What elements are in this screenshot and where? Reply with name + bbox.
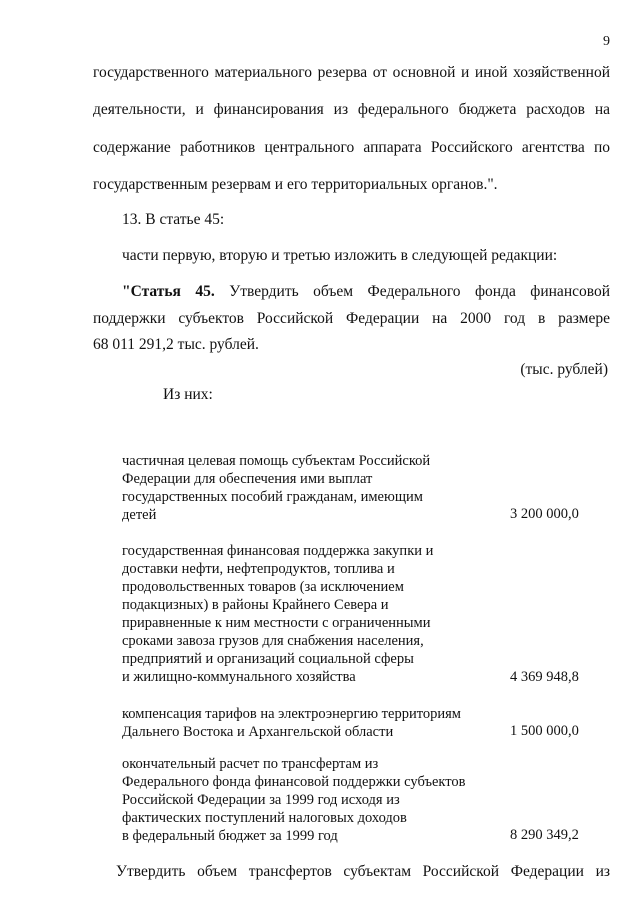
item-line: окончательный расчет по трансфертам из — [122, 756, 379, 772]
article-heading: "Статья 45. — [122, 283, 215, 300]
article-text: Утвердить объем Федерального фонда финансовой — [229, 283, 610, 300]
article-45-line-2: поддержки субъектов Российской Федерации на 2000 год в размере — [93, 310, 610, 327]
list-item — [122, 755, 502, 845]
page-number: 9 — [603, 34, 610, 49]
paragraph-line: содержание работников центрального аппарата Российского агентства по — [93, 139, 610, 156]
item-line: Дальнего Востока и Архангельской области — [122, 724, 394, 740]
section-13-heading: 13. В статье 45: — [122, 211, 225, 228]
item-amount: 3 200 000,0 — [510, 506, 579, 522]
item-line: компенсация тарифов на электроэнергию территориям — [122, 706, 461, 722]
paragraph-line: деятельности, и финансирования из федерального бюджета расходов на — [93, 101, 610, 118]
paragraph-line: государственного материального резерва от основной и иной хозяйственной — [93, 64, 610, 81]
item-line: государственных пособий гражданам, имеющим — [122, 489, 423, 505]
paragraph-line: государственным резервам и его территориальных органов.". — [93, 176, 498, 193]
item-line: предприятий и организаций социальной сферы — [122, 651, 414, 667]
amendment-intro: части первую, вторую и третью изложить в следующей редакции: — [122, 247, 558, 264]
item-line: детей — [122, 507, 157, 523]
item-line: сроками завоза грузов для снабжения населения, — [122, 633, 424, 649]
item-amount: 1 500 000,0 — [510, 723, 579, 739]
item-line: фактических поступлений налоговых доходов — [122, 810, 407, 826]
item-line: доставки нефти, нефтепродуктов, топлива и — [122, 561, 395, 577]
item-line: продовольственных товаров (за исключением — [122, 579, 404, 595]
units-label: (тыс. рублей) — [520, 361, 608, 378]
item-line: приравненные к ним местности с ограниченными — [122, 615, 431, 631]
item-line: подакцизных) в районы Крайнего Севера и — [122, 597, 389, 613]
item-line: в федеральный бюджет за 1999 год — [122, 828, 338, 844]
paragraph-line: Утвердить объем трансфертов субъектам Российской Федерации из — [116, 863, 610, 880]
article-45-line-1 — [122, 282, 610, 301]
item-line: Российской Федерации за 1999 год исходя из — [122, 792, 400, 808]
item-line: Федерального фонда финансовой поддержки субъектов — [122, 774, 466, 790]
item-amount: 8 290 349,2 — [510, 827, 579, 843]
item-line: и жилищно-коммунального хозяйства — [122, 669, 356, 685]
item-line: государственная финансовая поддержка закупки и — [122, 543, 434, 559]
list-item — [122, 452, 502, 524]
item-line: Федерации для обеспечения ими выплат — [122, 471, 373, 487]
of-them-label: Из них: — [163, 386, 213, 403]
item-amount: 4 369 948,8 — [510, 669, 579, 685]
list-item — [122, 705, 502, 741]
item-line: частичная целевая помощь субъектам Российской — [122, 453, 431, 469]
article-45-line-3: 68 011 291,2 тыс. рублей. — [93, 336, 259, 353]
list-item — [122, 542, 502, 686]
